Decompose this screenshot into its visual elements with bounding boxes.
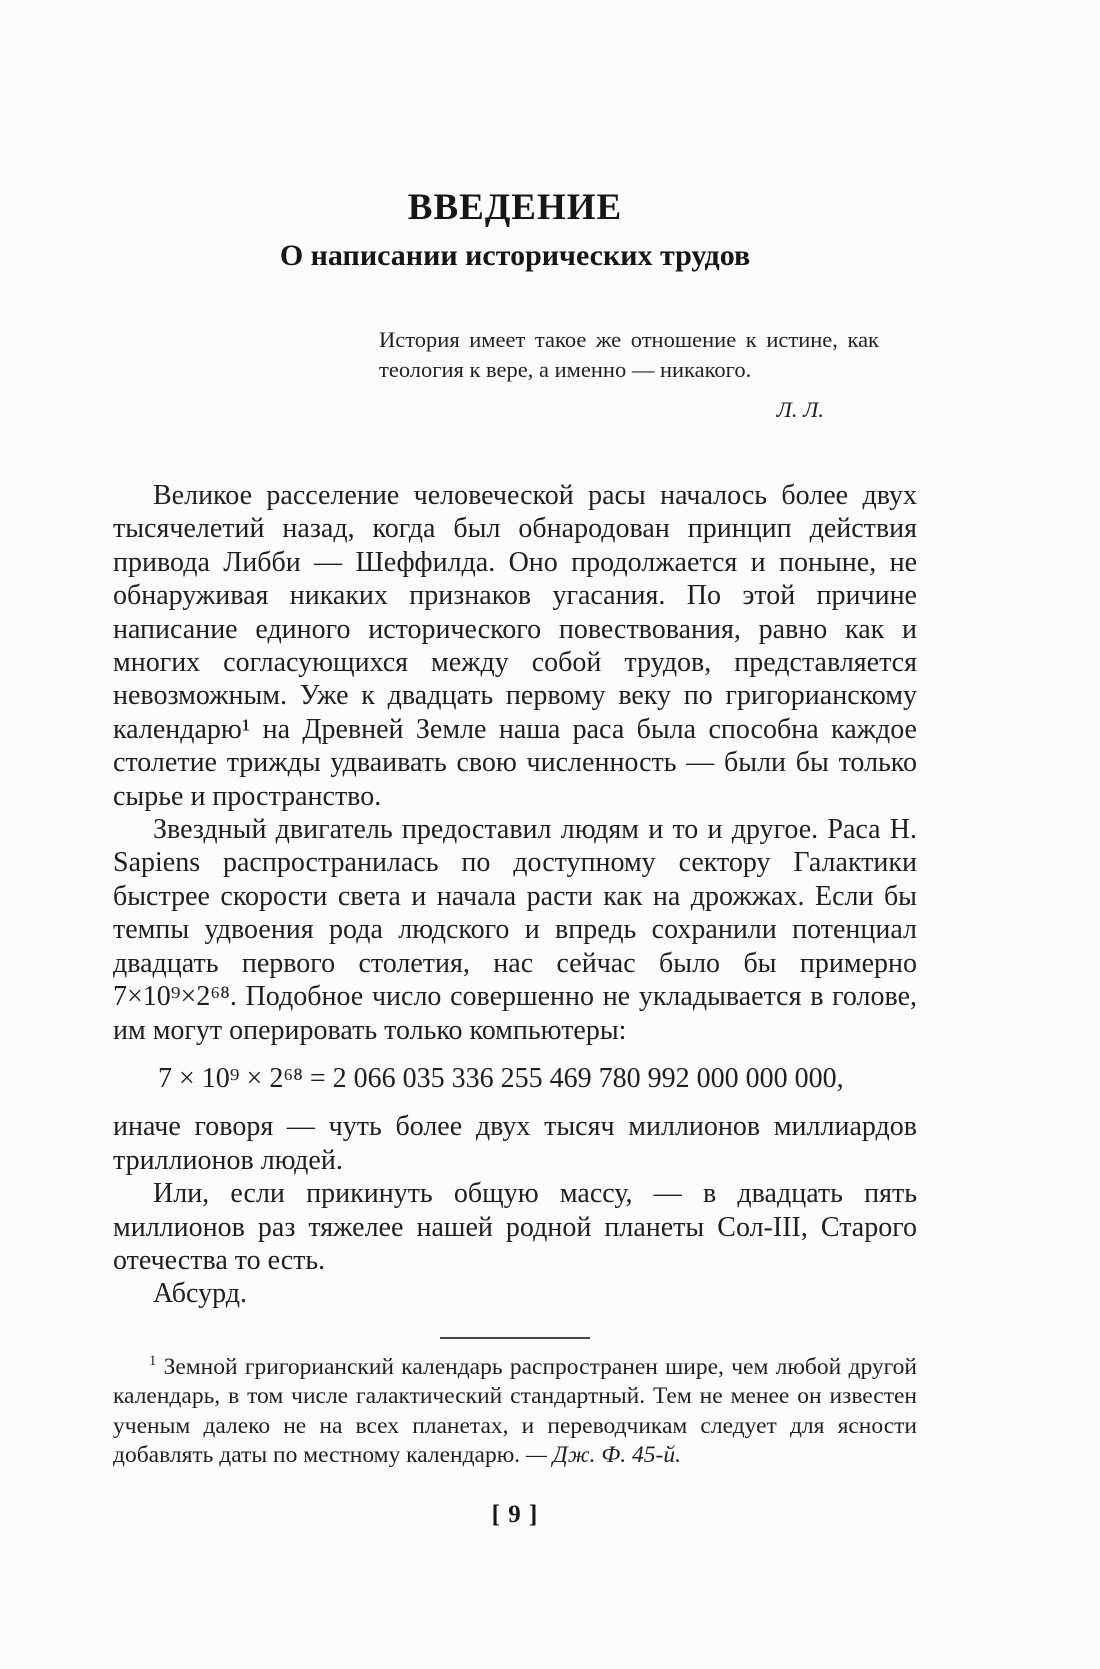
footnote-divider [440, 1337, 590, 1339]
paragraph-1: Великое расселение человеческой расы началось более двух тысячелетий назад, когда был обнародован принцип действия привода Либби — Шеффилда. Оно продолжается и поныне, не обнаруживая никаких признаков угасания. По этой причине написание единого исторического повествования, равно как и многих согласующихся между собой трудов, представляется невозможным. Уже к двадцать первому веку по григорианскому календарю¹ на Древней Земле наша раса была способна каждое столетие трижды удваивать свою численность — были бы только сырье и пространство. [113, 480, 917, 812]
paragraph-3: иначе говоря — чуть более двух тысяч миллионов миллиардов триллионов людей. [113, 1111, 917, 1176]
footnote-attribution: — Дж. Ф. 45-й. [526, 1442, 681, 1469]
epigraph [379, 325, 879, 423]
page-number: [ 9 ] [491, 1500, 539, 1528]
paragraph-4: Или, если прикинуть общую массу, — в двадцать пять миллионов раз тяжелее нашей родной планеты Сол-III, Старого отечества то есть. [113, 1178, 917, 1276]
footnote-marker: 1 [149, 1352, 157, 1369]
epigraph-text: История имеет такое же отношение к истине, как теология к вере, а именно — никакого. [379, 327, 879, 382]
body-text [113, 479, 917, 1311]
epigraph-attribution: Л. Л. [776, 397, 824, 422]
footnote-text: Земной григорианский календарь распространен шире, чем любой другой календарь, в том числе галактический стандартный. Тем не менее он известен ученым далеко не на всех планетах, и переводчикам следует для ясности добавлять даты по местному календарю. [113, 1353, 918, 1469]
chapter-subtitle: О написании исторических трудов [279, 239, 751, 272]
paragraph-5: Абсурд. [153, 1278, 247, 1310]
formula-line: 7 × 10⁹ × 2⁶⁸ = 2 066 035 336 255 469 780 992 000 000 000, [158, 1062, 844, 1094]
text-block [113, 186, 917, 1529]
paragraph-2: Звездный двигатель предоставил людям и то и другое. Раса H. Sapiens распространилась по доступному сектору Галактики быстрее скорости света и начала расти как на дрожжах. Если бы темпы удвоения рода людского и впредь сохранили потенциал двадцать первого столетия, нас сейчас было бы примерно 7×10⁹×2⁶⁸. Подобное число совершенно не укладывается в голове, им могут оперировать только компьютеры: [113, 814, 917, 1046]
chapter-title: ВВЕДЕНИЕ [407, 187, 623, 228]
footnote [113, 1353, 917, 1471]
